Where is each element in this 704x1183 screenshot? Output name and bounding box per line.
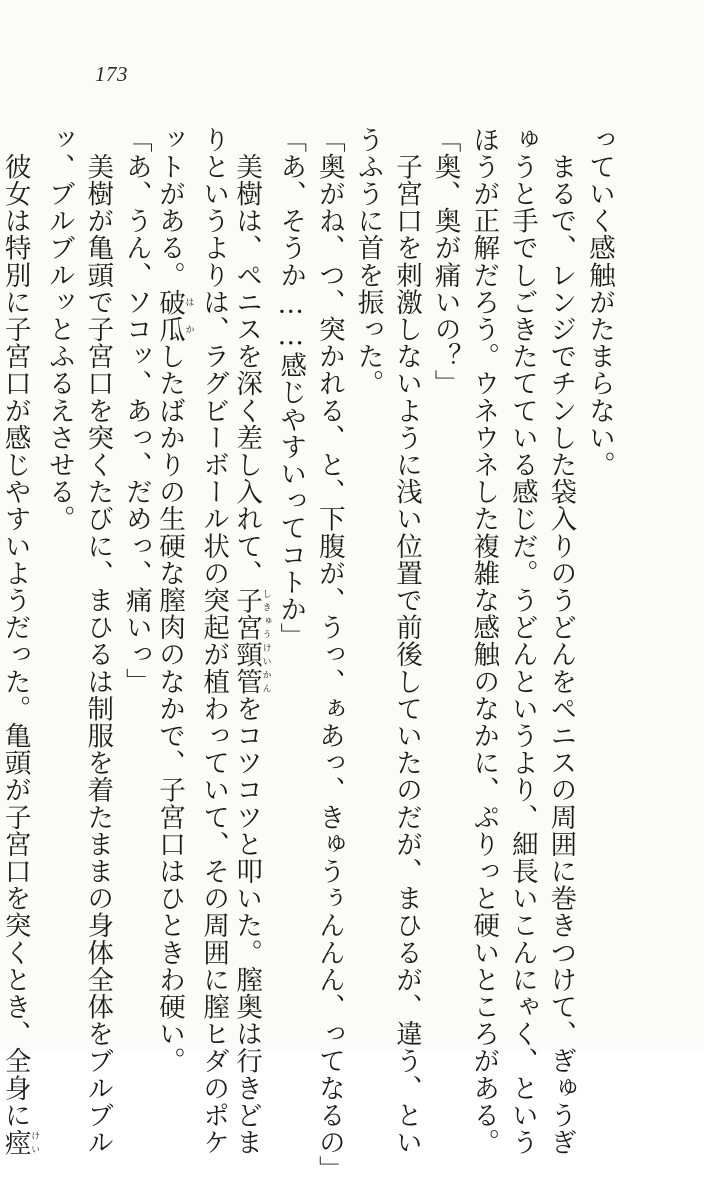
text-line: ゅうと手でしごきたてている感じだ。うどんというより、細長いこんにゃく、という (506, 126, 538, 1156)
line-part: ットがある。 (153, 126, 185, 289)
line-part: 美樹は、ペニスを深く差し入れて、 (231, 126, 263, 587)
text-line: 「あ、うん、ソコッ、あっ、だめっ、痛いっ」 (120, 126, 152, 696)
line-part: をコツコツと叩いた。膣奥は行きどま (231, 695, 263, 1156)
ruby-word: 痙けい (0, 1128, 40, 1156)
ruby-reading: けい (29, 1128, 40, 1156)
text-line: まるで、レンジでチンした袋入りのうどんをペニスの周囲に巻きつけて、ぎゅうぎ (545, 126, 577, 1156)
text-line: 美樹が亀頭で子宮口を突くたびに、まひるは制服を着たままの身体全体をブルブル (82, 126, 114, 1156)
ruby-reading: はか (183, 288, 194, 343)
ruby-word: 破瓜はか (153, 288, 194, 343)
text-line-with-ruby (0, 126, 40, 1156)
text-line: ッ、ブルブルッとふるえさせる。 (43, 126, 75, 533)
text-line: 「あ、そうか……感じやすいってコトか」 (275, 126, 307, 650)
text-line: 「奥がね、つ、突かれる、と、下腹が、うっ、ぁあっ、きゅうぅんんん、ってなるの」 (313, 126, 345, 1183)
ruby-reading: しきゅうけいかん (260, 586, 271, 696)
text-line-with-ruby (153, 126, 194, 1075)
text-line: 「奥、奥が痛いの？」 (429, 126, 461, 397)
line-part: したばかりの生硬な膣肉のなかで、子宮口はひときわ硬い。 (153, 342, 185, 1075)
text-line: りというよりは、ラグビーボール状の突起が植わっていて、その周囲に膣ヒダのポケ (198, 126, 230, 1156)
vertical-text-block (0, 126, 619, 1183)
page-number: 173 (95, 62, 128, 86)
text-line: うふうに首を振った。 (352, 126, 384, 397)
text-line-with-ruby (231, 126, 271, 1156)
text-line: 子宮口を刺激しないように浅い位置で前後していたのだが、まひるが、違う、とい (391, 126, 423, 1156)
text-line: ほうが正解だろう。ウネウネした複雑な感触のなかに、ぷりっと硬いところがある。 (468, 126, 500, 1156)
text-line: っていく感触がたまらない。 (584, 126, 615, 479)
line-part: 彼女は特別に子宮口が感じやすいようだった。亀頭が子宮口を突くとき、全身に (0, 126, 31, 1129)
ruby-word: 子宮頸管しきゅうけいかん (231, 586, 271, 696)
